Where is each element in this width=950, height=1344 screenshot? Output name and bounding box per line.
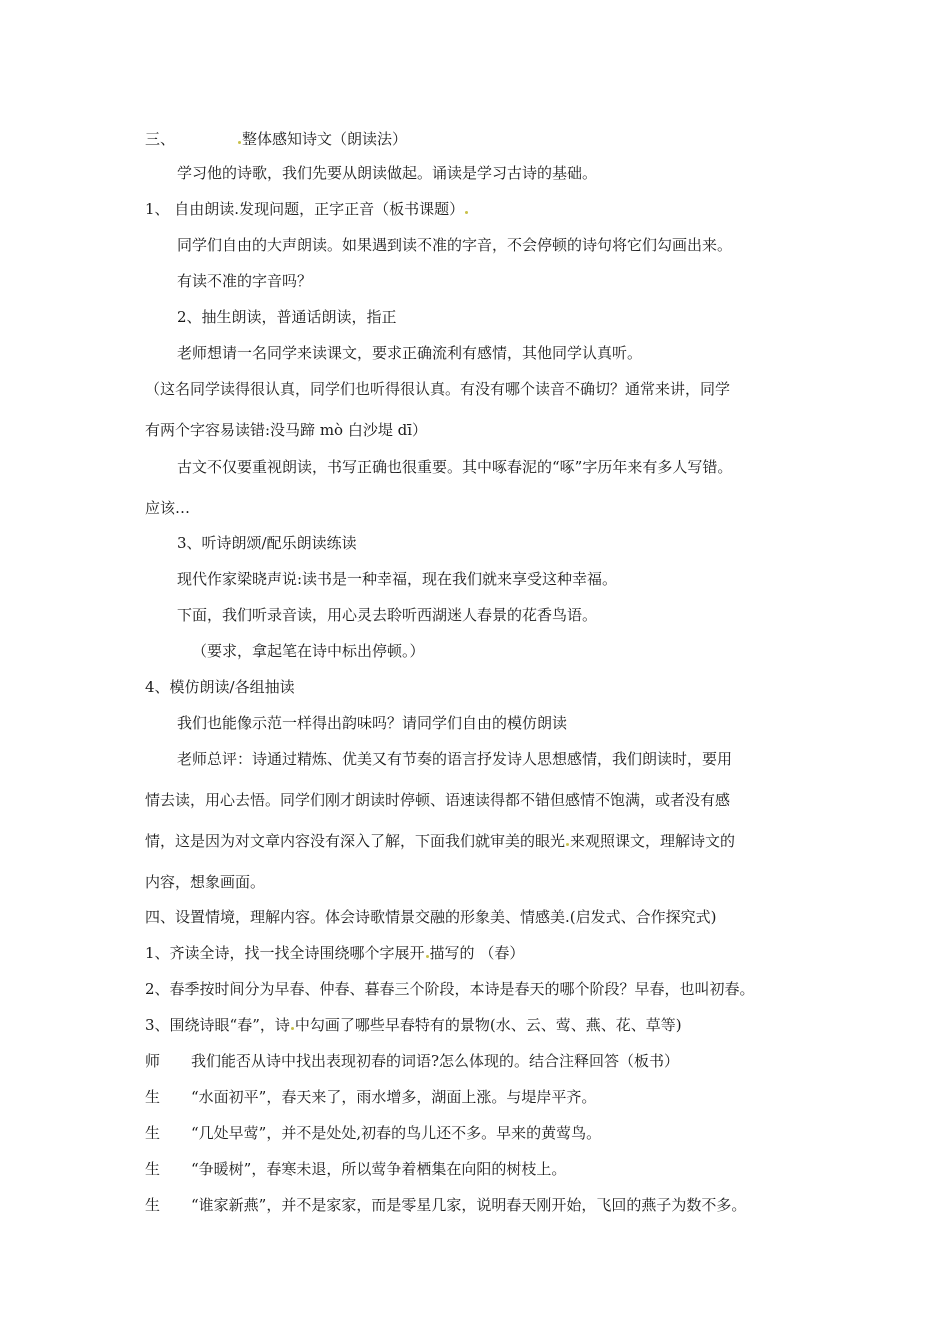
- section4-item-3-part2: 中勾画了哪些早春特有的景物(水、云、莺、燕、花、草等): [294, 1016, 682, 1034]
- step1-heading: [145, 199, 469, 219]
- marker-dot: [465, 211, 468, 214]
- section4-item-3-part1: 3、围绕诗眼“春”，诗: [145, 1016, 290, 1034]
- step4-paragraph-2c-part2: 来观照课文，理解诗文的: [570, 832, 736, 850]
- step4-paragraph-2c-part1: 情，这是因为对文章内容没有深入了解，下面我们就审美的眼光: [145, 832, 566, 850]
- step1-paragraph-2: 有读不准的字音吗？: [177, 272, 313, 290]
- step2-heading: 2、抽生朗读，普通话朗读，指正: [177, 308, 397, 326]
- marker-dot: [291, 1027, 294, 1030]
- section3-heading: [145, 129, 407, 149]
- step1-paragraph-1: 同学们自由的大声朗读。如果遇到读不准的字音，不会停顿的诗句将它们勾画出来。: [177, 236, 733, 254]
- section3-intro: 学习他的诗歌，我们先要从朗读做起。诵读是学习古诗的基础。: [177, 164, 598, 182]
- step3-heading: 3、听诗朗颂/配乐朗读练读: [177, 534, 357, 552]
- student-text: “水面初平”，春天来了，雨水增多，湖面上涨。与堤岸平齐。: [191, 1088, 597, 1106]
- student-text: “谁家新燕”，并不是家家，而是零星几家，说明春天刚开始，飞回的燕子为数不多。: [191, 1196, 747, 1214]
- section4-item-2: 2、春季按时间分为早春、仲春、暮春三个阶段，本诗是春天的哪个阶段？早春，也叫初春。: [145, 980, 755, 998]
- step4-paragraph-2c: [145, 831, 735, 851]
- student-text: “几处早莺”，并不是处处,初春的鸟儿还不多。早来的黄莺鸟。: [191, 1124, 602, 1142]
- student-text: “争暖树”，春寒未退，所以莺争着栖集在向阳的树枝上。: [191, 1160, 567, 1178]
- step3-paragraph-3: （要求，拿起笔在诗中标出停顿。）: [192, 642, 425, 660]
- marker-dot: [566, 843, 569, 846]
- step1-text: 1、 自由朗读.发现问题，正字正音（板书课题）: [145, 200, 465, 218]
- step2-paragraph-2a: （这名同学读得很认真，同学们也听得很认真。有没有哪个读音不确切？通常来讲，同学: [145, 380, 731, 398]
- student-line: [145, 1195, 746, 1215]
- section3-number: 三、: [145, 130, 176, 148]
- teacher-label: 师: [145, 1052, 161, 1070]
- student-label: 生: [145, 1088, 161, 1106]
- step4-paragraph-2d: 内容，想象画面。: [145, 873, 266, 891]
- teacher-text: 我们能否从诗中找出表现初春的词语?怎么体现的。结合注释回答（板书）: [191, 1052, 680, 1070]
- step2-paragraph-2b: 有两个字容易读错:没马蹄 mò 白沙堤 dī）: [145, 421, 428, 439]
- section4-item-1: [145, 943, 524, 963]
- step4-paragraph-2a: 老师总评：诗通过精炼、优美又有节奏的语言抒发诗人思想感情，我们朗读时，要用: [177, 750, 733, 768]
- student-label: 生: [145, 1196, 161, 1214]
- marker-dot: [238, 141, 241, 144]
- section4-item-1-part1: 1、齐读全诗，找一找全诗围绕哪个字展开: [145, 944, 425, 962]
- section3-title: 整体感知诗文（朗读法）: [242, 130, 408, 148]
- student-line: [145, 1159, 566, 1179]
- step2-paragraph-3b: 应该…: [145, 499, 191, 517]
- section4-item-1-part2: 描写的 （春）: [429, 944, 525, 962]
- step2-paragraph-1: 老师想请一名同学来读课文，要求正确流利有感情，其他同学认真听。: [177, 344, 643, 362]
- student-line: [145, 1087, 596, 1107]
- section4-heading: 四、设置情境，理解内容。体会诗歌情景交融的形象美、情感美.(启发式、合作探究式): [145, 908, 717, 926]
- student-line: [145, 1123, 601, 1143]
- step4-paragraph-1: 我们也能像示范一样得出韵味吗？请同学们自由的模仿朗读: [177, 714, 568, 732]
- step4-paragraph-2b: 情去读，用心去悟。同学们刚才朗读时停顿、语速读得都不错但感情不饱满，或者没有感: [145, 791, 731, 809]
- student-label: 生: [145, 1160, 161, 1178]
- section4-item-3: [145, 1015, 682, 1035]
- step2-paragraph-3a: 古文不仅要重视朗读，书写正确也很重要。其中啄春泥的“啄”字历年来有多人写错。: [177, 458, 733, 476]
- step4-heading: 4、模仿朗读/各组抽读: [145, 678, 295, 696]
- step3-paragraph-2: 下面，我们听录音读，用心灵去聆听西湖迷人春景的花香鸟语。: [177, 606, 598, 624]
- student-label: 生: [145, 1124, 161, 1142]
- step3-paragraph-1: 现代作家梁晓声说:读书是一种幸福，现在我们就来享受这种幸福。: [177, 570, 618, 588]
- teacher-line: [145, 1051, 679, 1071]
- marker-dot: [426, 955, 429, 958]
